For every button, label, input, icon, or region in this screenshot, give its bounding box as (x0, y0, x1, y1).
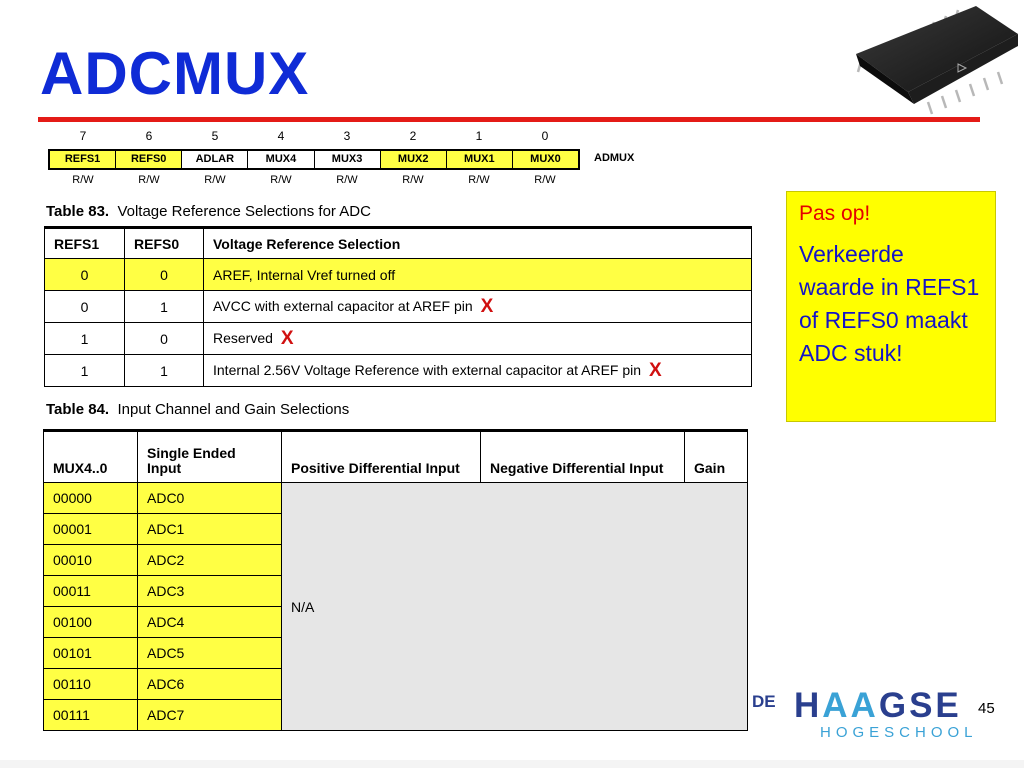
logo-haagse-part: H (794, 686, 823, 725)
column-header: MUX4..0 (44, 431, 138, 483)
bit-number: 4 (277, 129, 285, 143)
cell-mux: 00001 (44, 514, 138, 545)
column-header: Single Ended Input (138, 431, 282, 483)
cell-mux: 00101 (44, 638, 138, 669)
table-row (45, 355, 752, 387)
cell-refs1: 0 (45, 291, 125, 323)
table83-caption-text: Voltage Reference Selections for ADC (117, 203, 371, 220)
bit-access: R/W (72, 174, 94, 186)
bit-number: 3 (343, 129, 351, 143)
title-underline (38, 117, 980, 122)
cell-input: ADC6 (138, 669, 282, 700)
cell-mux: 00011 (44, 576, 138, 607)
footer-band (0, 760, 1024, 768)
cell-mux: 00110 (44, 669, 138, 700)
register-bit-mux0: MUX0 (513, 151, 578, 168)
cell-refs1: 1 (45, 355, 125, 387)
bit-access: R/W (534, 174, 556, 186)
warning-note (786, 191, 996, 422)
bit-number: 6 (145, 129, 153, 143)
bit-access: R/W (270, 174, 292, 186)
cell-mux: 00010 (44, 545, 138, 576)
bit-number: 1 (475, 129, 483, 143)
cell-mux: 00100 (44, 607, 138, 638)
ic-chip-image (848, 6, 1018, 116)
slide-title: ADCMUX (40, 40, 310, 107)
register-name: ADMUX (594, 152, 635, 164)
cell-input: ADC7 (138, 700, 282, 731)
cell-description (204, 259, 752, 291)
cell-refs0: 1 (125, 291, 204, 323)
table83-caption-number: Table 83. (46, 203, 110, 220)
description-text: AREF, Internal Vref turned off (213, 266, 396, 283)
cell-refs1: 1 (45, 323, 125, 355)
bit-access: R/W (138, 174, 160, 186)
cell-input: ADC3 (138, 576, 282, 607)
description-text: AVCC with external capacitor at AREF pin (213, 297, 473, 314)
cell-input: ADC0 (138, 483, 282, 514)
bit-number: 5 (211, 129, 219, 143)
table-header-row (45, 228, 752, 259)
page-number: 45 (978, 700, 995, 717)
note-body: Verkeerde waarde in REFS1 of REFS0 maakt ADC stuk! (799, 241, 980, 366)
column-header: Voltage Reference Selection (204, 228, 752, 259)
column-header: REFS1 (45, 228, 125, 259)
register-bit-mux1: MUX1 (447, 151, 513, 168)
cell-input: ADC2 (138, 545, 282, 576)
logo-haagse-part: GSE (878, 686, 962, 725)
description-text: Reserved (213, 329, 273, 346)
note-heading: Pas op! (799, 202, 871, 225)
register-access-row (50, 174, 580, 188)
cell-description (204, 355, 752, 387)
input-channel-table (43, 429, 748, 731)
cell-refs0: 0 (125, 259, 204, 291)
cell-mux: 00000 (44, 483, 138, 514)
cell-na: N/A (282, 483, 748, 731)
column-header: Gain (685, 431, 748, 483)
logo-haagse-part: AA (822, 686, 879, 725)
bit-access: R/W (402, 174, 424, 186)
description-text: Internal 2.56V Voltage Reference with external capacitor at AREF pin (213, 361, 642, 378)
register-bit-adlar: ADLAR (182, 151, 248, 168)
register-bit-mux4: MUX4 (248, 151, 314, 168)
cell-refs0: 1 (125, 355, 204, 387)
cell-input: ADC5 (138, 638, 282, 669)
table-row (45, 291, 752, 323)
register-bit-numbers (50, 129, 580, 145)
admux-register (48, 149, 580, 170)
column-header: REFS0 (125, 228, 204, 259)
register-bit-mux2: MUX2 (381, 151, 447, 168)
logo-de: DE (752, 692, 776, 711)
table-row (45, 323, 752, 355)
register-bit-refs1: REFS1 (50, 151, 116, 168)
cell-mux: 00111 (44, 700, 138, 731)
bit-number: 0 (541, 129, 549, 143)
register-bit-mux3: MUX3 (315, 151, 381, 168)
table83-caption (46, 203, 371, 220)
register-bit-refs0: REFS0 (116, 151, 182, 168)
cross-mark-icon: X (480, 295, 494, 317)
cell-refs0: 0 (125, 323, 204, 355)
logo-hogeschool: HOGESCHOOL (820, 724, 978, 741)
cross-mark-icon: X (649, 359, 662, 381)
table-row (45, 259, 752, 291)
column-header: Negative Differential Input (481, 431, 685, 483)
cell-input: ADC4 (138, 607, 282, 638)
table-header-row (44, 431, 748, 483)
cell-description (204, 291, 752, 323)
bit-number: 7 (79, 129, 87, 143)
cell-refs1: 0 (45, 259, 125, 291)
table84-caption-number: Table 84. (46, 401, 110, 418)
cross-mark-icon: X (280, 327, 294, 349)
logo-haagse (794, 686, 962, 726)
bit-access: R/W (336, 174, 358, 186)
bit-access: R/W (468, 174, 490, 186)
bit-number: 2 (409, 129, 417, 143)
table84-caption (46, 401, 349, 418)
voltage-reference-table (44, 226, 752, 387)
cell-input: ADC1 (138, 514, 282, 545)
table84-caption-text: Input Channel and Gain Selections (117, 401, 350, 418)
column-header: Positive Differential Input (282, 431, 481, 483)
bit-access: R/W (204, 174, 226, 186)
table-row (44, 483, 748, 514)
cell-description (204, 323, 752, 355)
